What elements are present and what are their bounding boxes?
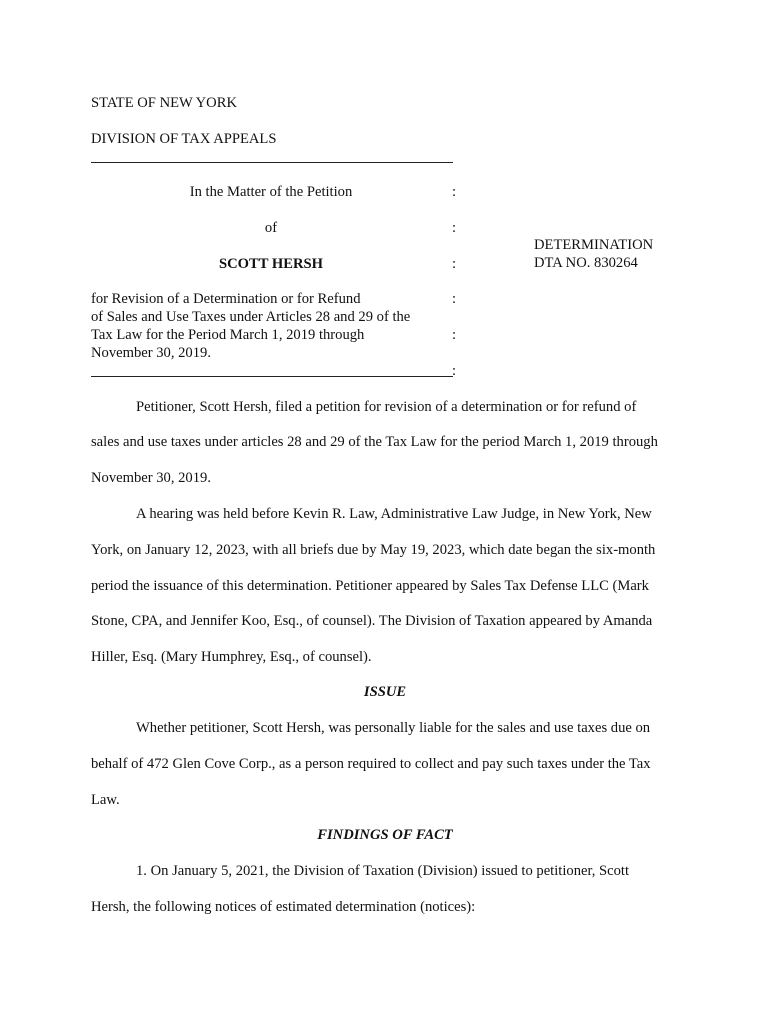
intro-line: sales and use taxes under articles 28 and 29 of the Tax Law for the period March 1, 2019 through xyxy=(91,434,658,450)
caption-purpose-line: November 30, 2019. xyxy=(91,345,211,361)
finding-line: 1. On January 5, 2021, the Division of Taxation (Division) issued to petitioner, Scott xyxy=(136,863,630,879)
hearing-line: Stone, CPA, and Jennifer Koo, Esq., of counsel). The Division of Taxation appeared by Amanda xyxy=(91,613,653,629)
caption-purpose-line: for Revision of a Determination or for Refund xyxy=(91,291,361,307)
caption-colon: : xyxy=(452,220,457,236)
caption-colon: : xyxy=(452,327,457,343)
caption-colon: : xyxy=(452,291,457,307)
docket-number: DTA NO. 830264 xyxy=(534,255,638,271)
findings-heading: FINDINGS OF FACT xyxy=(317,827,453,843)
issue-line: behalf of 472 Glen Cove Corp., as a person required to collect and pay such taxes under the Tax xyxy=(91,756,651,772)
intro-line: Petitioner, Scott Hersh, filed a petition for revision of a determination or for refund of xyxy=(136,399,637,415)
hearing-line: Hiller, Esq. (Mary Humphrey, Esq., of counsel). xyxy=(91,649,372,665)
division-heading: DIVISION OF TAX APPEALS xyxy=(91,131,277,147)
caption-purpose-line: of Sales and Use Taxes under Articles 28 and 29 of the xyxy=(91,309,411,325)
hearing-line: A hearing was held before Kevin R. Law, Administrative Law Judge, in New York, New xyxy=(136,506,652,522)
caption-colon: : xyxy=(452,363,457,379)
caption-petitioner: SCOTT HERSH xyxy=(219,256,323,272)
issue-line: Law. xyxy=(91,792,120,808)
state-heading: STATE OF NEW YORK xyxy=(91,95,237,111)
issue-heading: ISSUE xyxy=(363,684,407,700)
caption-matter: In the Matter of the Petition xyxy=(189,184,353,200)
determination-title: DETERMINATION xyxy=(534,237,654,253)
issue-line: Whether petitioner, Scott Hersh, was personally liable for the sales and use taxes due on xyxy=(136,720,651,736)
hearing-line: period the issuance of this determination. Petitioner appeared by Sales Tax Defense LLC (Mark xyxy=(91,578,649,594)
caption-purpose-line: Tax Law for the Period March 1, 2019 through xyxy=(91,327,365,343)
caption-colon: : xyxy=(452,256,457,272)
caption-colon: : xyxy=(452,184,457,200)
finding-line: Hersh, the following notices of estimated determination (notices): xyxy=(91,899,476,915)
intro-line: November 30, 2019. xyxy=(91,470,211,486)
caption-top-rule xyxy=(91,162,453,163)
caption-of: of xyxy=(264,220,278,236)
caption-bottom-rule xyxy=(91,376,453,377)
hearing-line: York, on January 12, 2023, with all briefs due by May 19, 2023, which date began the six-month xyxy=(91,542,656,558)
